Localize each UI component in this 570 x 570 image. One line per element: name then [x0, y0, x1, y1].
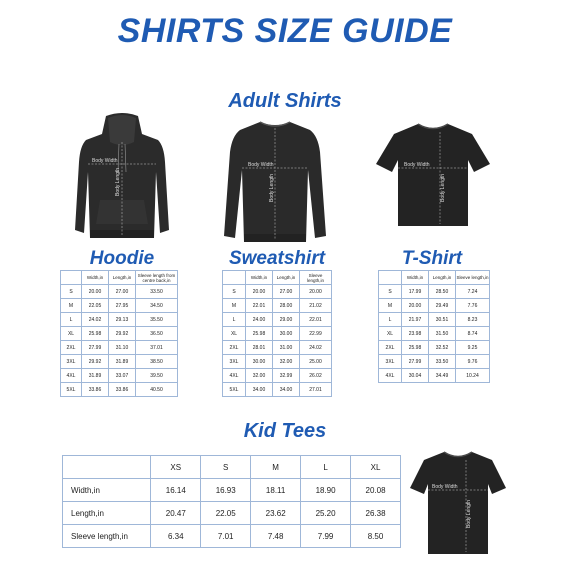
table-cell: 24.02 [82, 313, 109, 327]
table-cell: 26.38 [351, 502, 401, 525]
table-cell: 28.01 [246, 341, 273, 355]
table-header-cell: Width,in [402, 271, 429, 285]
table-header-cell: L [301, 456, 351, 479]
table-cell: 31.89 [109, 355, 136, 369]
table-cell: 16.14 [151, 479, 201, 502]
table-cell: 24.02 [300, 341, 332, 355]
table-row [63, 479, 401, 502]
table-cell: 28.00 [273, 299, 300, 313]
size-cell: S [223, 285, 246, 299]
table-cell: 27.00 [273, 285, 300, 299]
table-cell: 17.99 [402, 285, 429, 299]
table-header-cell: Width,in [246, 271, 273, 285]
table-cell: 16.93 [201, 479, 251, 502]
sweatshirt-image [222, 118, 328, 246]
size-cell: L [61, 313, 82, 327]
table-cell: 34.00 [246, 383, 273, 397]
adult-section-title: Adult Shirts [228, 90, 342, 112]
table-row [61, 341, 178, 355]
table-cell: 9.25 [456, 341, 490, 355]
tshirt-image [374, 120, 492, 230]
table-header-cell: M [251, 456, 301, 479]
table-header-cell: Length,in [429, 271, 456, 285]
table-row [61, 285, 178, 299]
table-cell: 20.00 [300, 285, 332, 299]
table-row [223, 313, 332, 327]
table-cell: 33.50 [429, 355, 456, 369]
size-cell: L [379, 313, 402, 327]
tshirt-title: T-Shirt [401, 248, 463, 269]
table-cell: 35.50 [136, 313, 178, 327]
table-cell: 32.99 [273, 369, 300, 383]
tshirt-size-table [378, 270, 490, 383]
table-cell: 30.00 [273, 327, 300, 341]
size-cell: L [223, 313, 246, 327]
table-cell: 27.99 [402, 355, 429, 369]
table-row [379, 285, 490, 299]
size-cell: 3XL [61, 355, 82, 369]
hoodie-body-width-label: Body Width [92, 158, 118, 164]
size-cell: 5XL [61, 383, 82, 397]
table-header-row [379, 271, 490, 285]
table-cell: 34.49 [429, 369, 456, 383]
table-row [223, 355, 332, 369]
hoodie-title: Hoodie [89, 248, 155, 269]
table-cell: 21.02 [300, 299, 332, 313]
table-cell: 23.98 [402, 327, 429, 341]
size-cell: M [61, 299, 82, 313]
kids-size-table [62, 455, 401, 548]
table-header-cell: Length,in [109, 271, 136, 285]
table-header-cell [63, 456, 151, 479]
hoodie-body-length-label: Body Length [115, 167, 121, 196]
sweatshirt-body-width-label: Body Width [248, 162, 274, 168]
size-cell: 3XL [223, 355, 246, 369]
table-row [379, 355, 490, 369]
table-row [223, 341, 332, 355]
size-cell: 4XL [223, 369, 246, 383]
table-row [223, 285, 332, 299]
table-header-cell: Sleeve length from centre back,in [136, 271, 178, 285]
table-cell: 25.98 [402, 341, 429, 355]
table-cell: 20.00 [246, 285, 273, 299]
table-cell: 7.76 [456, 299, 490, 313]
table-cell: 29.92 [109, 327, 136, 341]
row-label: Sleeve length,in [63, 525, 151, 548]
table-header-cell: S [201, 456, 251, 479]
table-cell: 34.50 [136, 299, 178, 313]
table-cell: 30.00 [246, 355, 273, 369]
table-cell: 32.00 [246, 369, 273, 383]
table-row [379, 313, 490, 327]
table-cell: 22.01 [246, 299, 273, 313]
hoodie-size-table [60, 270, 178, 397]
sweatshirt-size-table [222, 270, 332, 397]
table-cell: 27.01 [300, 383, 332, 397]
table-cell: 38.50 [136, 355, 178, 369]
sweatshirt-body-length-label: Body Length [269, 173, 275, 202]
kids-section-title: Kid Tees [243, 420, 327, 442]
table-cell: 25.20 [301, 502, 351, 525]
table-cell: 6.34 [151, 525, 201, 548]
table-header-row [63, 456, 401, 479]
table-cell: 30.51 [429, 313, 456, 327]
table-cell: 31.00 [273, 341, 300, 355]
table-cell: 7.01 [201, 525, 251, 548]
table-cell: 20.00 [402, 299, 429, 313]
tshirt-body-length-label: Body Length [440, 173, 446, 202]
table-cell: 29.00 [273, 313, 300, 327]
size-cell: 3XL [379, 355, 402, 369]
table-cell: 31.89 [82, 369, 109, 383]
table-header-row [223, 271, 332, 285]
table-cell: 39.50 [136, 369, 178, 383]
page-title: SHIRTS SIZE GUIDE [117, 12, 453, 50]
size-cell: 4XL [379, 369, 402, 383]
table-cell: 33.86 [82, 383, 109, 397]
table-cell: 31.50 [429, 327, 456, 341]
table-row [61, 327, 178, 341]
table-row [223, 299, 332, 313]
table-row [379, 327, 490, 341]
table-cell: 24.00 [246, 313, 273, 327]
table-cell: 22.01 [300, 313, 332, 327]
table-row [223, 383, 332, 397]
table-cell: 25.98 [82, 327, 109, 341]
size-cell: 2XL [223, 341, 246, 355]
size-cell: S [61, 285, 82, 299]
table-cell: 29.49 [429, 299, 456, 313]
table-header-cell: Sleeve length,in [300, 271, 332, 285]
size-cell: 5XL [223, 383, 246, 397]
size-cell: XL [223, 327, 246, 341]
table-cell: 23.62 [251, 502, 301, 525]
table-cell: 22.99 [300, 327, 332, 341]
table-cell: 18.90 [301, 479, 351, 502]
table-row [223, 369, 332, 383]
kids-body-width-label: Body Width [432, 484, 458, 490]
table-cell: 22.05 [201, 502, 251, 525]
size-cell: 4XL [61, 369, 82, 383]
table-cell: 7.48 [251, 525, 301, 548]
table-cell: 32.52 [429, 341, 456, 355]
size-cell: 2XL [379, 341, 402, 355]
table-cell: 26.02 [300, 369, 332, 383]
size-cell: M [223, 299, 246, 313]
table-cell: 21.97 [402, 313, 429, 327]
table-cell: 30.04 [402, 369, 429, 383]
table-cell: 22.05 [82, 299, 109, 313]
sweatshirt-title: Sweatshirt [228, 248, 326, 269]
table-cell: 20.47 [151, 502, 201, 525]
table-cell: 27.00 [109, 285, 136, 299]
table-cell: 20.08 [351, 479, 401, 502]
table-cell: 33.07 [109, 369, 136, 383]
table-header-row [61, 271, 178, 285]
table-row [61, 369, 178, 383]
table-row [379, 341, 490, 355]
table-cell: 27.99 [82, 341, 109, 355]
table-cell: 7.99 [301, 525, 351, 548]
table-cell: 34.00 [273, 383, 300, 397]
table-cell: 8.74 [456, 327, 490, 341]
kids-tshirt-image [408, 448, 508, 558]
tshirt-body-width-label: Body Width [404, 162, 430, 168]
size-cell: XL [379, 327, 402, 341]
table-cell: 27.95 [109, 299, 136, 313]
table-cell: 29.92 [82, 355, 109, 369]
table-row [61, 355, 178, 369]
table-row [61, 299, 178, 313]
table-header-cell: Sleeve length,in [456, 271, 490, 285]
table-cell: 40.50 [136, 383, 178, 397]
table-row [61, 383, 178, 397]
table-cell: 7.24 [456, 285, 490, 299]
table-header-cell [61, 271, 82, 285]
table-header-cell [379, 271, 402, 285]
table-cell: 37.01 [136, 341, 178, 355]
table-row [379, 299, 490, 313]
table-cell: 25.00 [300, 355, 332, 369]
table-header-cell: Width,in [82, 271, 109, 285]
row-label: Length,in [63, 502, 151, 525]
table-cell: 31.10 [109, 341, 136, 355]
table-cell: 20.00 [82, 285, 109, 299]
table-header-cell: Length,in [273, 271, 300, 285]
size-cell: 2XL [61, 341, 82, 355]
hoodie-image [72, 112, 172, 244]
table-cell: 8.23 [456, 313, 490, 327]
table-cell: 18.11 [251, 479, 301, 502]
table-row [63, 502, 401, 525]
table-cell: 33.86 [109, 383, 136, 397]
size-cell: S [379, 285, 402, 299]
table-row [61, 313, 178, 327]
table-header-cell [223, 271, 246, 285]
table-cell: 29.13 [109, 313, 136, 327]
table-cell: 9.76 [456, 355, 490, 369]
row-label: Width,in [63, 479, 151, 502]
table-row [379, 369, 490, 383]
table-cell: 32.00 [273, 355, 300, 369]
size-cell: XL [61, 327, 82, 341]
kids-body-length-label: Body Length [466, 499, 472, 528]
table-row [223, 327, 332, 341]
table-cell: 8.50 [351, 525, 401, 548]
table-header-cell: XS [151, 456, 201, 479]
table-header-cell: XL [351, 456, 401, 479]
table-cell: 10.24 [456, 369, 490, 383]
size-cell: M [379, 299, 402, 313]
table-cell: 36.50 [136, 327, 178, 341]
table-row [63, 525, 401, 548]
table-cell: 25.98 [246, 327, 273, 341]
table-cell: 28.50 [429, 285, 456, 299]
table-cell: 33.50 [136, 285, 178, 299]
